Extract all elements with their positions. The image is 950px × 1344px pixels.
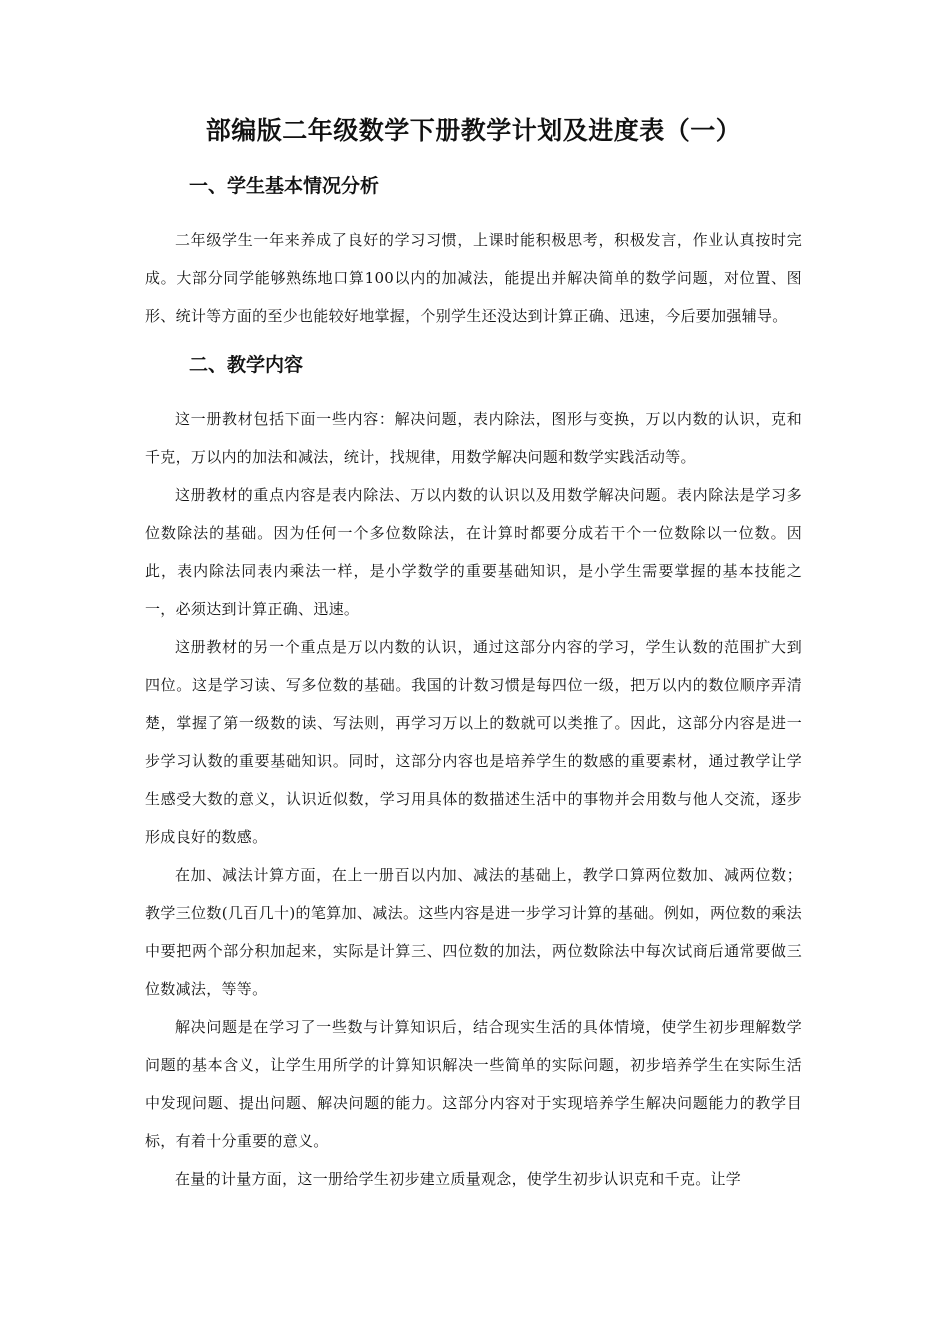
paragraph-problem-solving: 解决问题是在学习了一些数与计算知识后，结合现实生活的具体情境，使学生初步理解数学问题的基本含义，让学生用所学的计算知识解决一些简单的实际问题，初步培养学生在实际生活中发现问题、提出问题、解决问题的能力。这部分内容对于实现培养学生解决问题能力的教学目标，有着十分重要的意义。 [145, 1018, 802, 1150]
paragraph-measurement: 在量的计量方面，这一册给学生初步建立质量观念，使学生初步认识克和千克。让学 [175, 1170, 742, 1188]
paragraph-content-overview: 这一册教材包括下面一些内容：解决问题，表内除法，图形与变换，万以内数的认识，克和千克，万以内的加法和减法，统计，找规律，用数学解决问题和数学实践活动等。 [145, 410, 802, 466]
section-heading-student-analysis: 一、学生基本情况分析 [189, 175, 380, 197]
section-heading-teaching-content: 二、教学内容 [189, 354, 304, 376]
paragraph-key-division: 这册教材的重点内容是表内除法、万以内数的认识以及用数学解决问题。表内除法是学习多位数除法的基础。因为任何一个多位数除法，在计算时都要分成若干个一位数除以一位数。因此，表内除法同表内乘法一样，是小学数学的重要基础知识，是小学生需要掌握的基本技能之一，必须达到计算正确、迅速。 [145, 486, 802, 618]
paragraph-addition-subtraction: 在加、减法计算方面，在上一册百以内加、减法的基础上，教学口算两位数加、减两位数；教学三位数(几百几十)的笔算加、减法。这些内容是进一步学习计算的基础。例如，两位数的乘法中要把两个部分积加起来，实际是计算三、四位数的加法，两位数除法中每次试商后通常要做三位数减法，等等。 [145, 866, 802, 998]
document-title: 部编版二年级数学下册教学计划及进度表（一） [205, 116, 742, 145]
paragraph-key-numbers: 这册教材的另一个重点是万以内数的认识，通过这部分内容的学习，学生认数的范围扩大到四位。这是学习读、写多位数的基础。我国的计数习惯是每四位一级，把万以内的数位顺序弄清楚，掌握了第一级数的读、写法则，再学习万以上的数就可以类推了。因此，这部分内容是进一步学习认数的重要基础知识。同时，这部分内容也是培养学生的数感的重要素材，通过教学让学生感受大数的意义，认识近似数，学习用具体的数描述生活中的事物并会用数与他人交流，逐步形成良好的数感。 [145, 638, 802, 846]
paragraph-student-analysis: 二年级学生一年来养成了良好的学习习惯，上课时能积极思考，积极发言，作业认真按时完成。大部分同学能够熟练地口算100以内的加减法，能提出并解决简单的数学问题，对位置、图形、统计等方面的至少也能较好地掌握，个别学生还没达到计算正确、迅速，今后要加强辅导。 [145, 231, 802, 325]
